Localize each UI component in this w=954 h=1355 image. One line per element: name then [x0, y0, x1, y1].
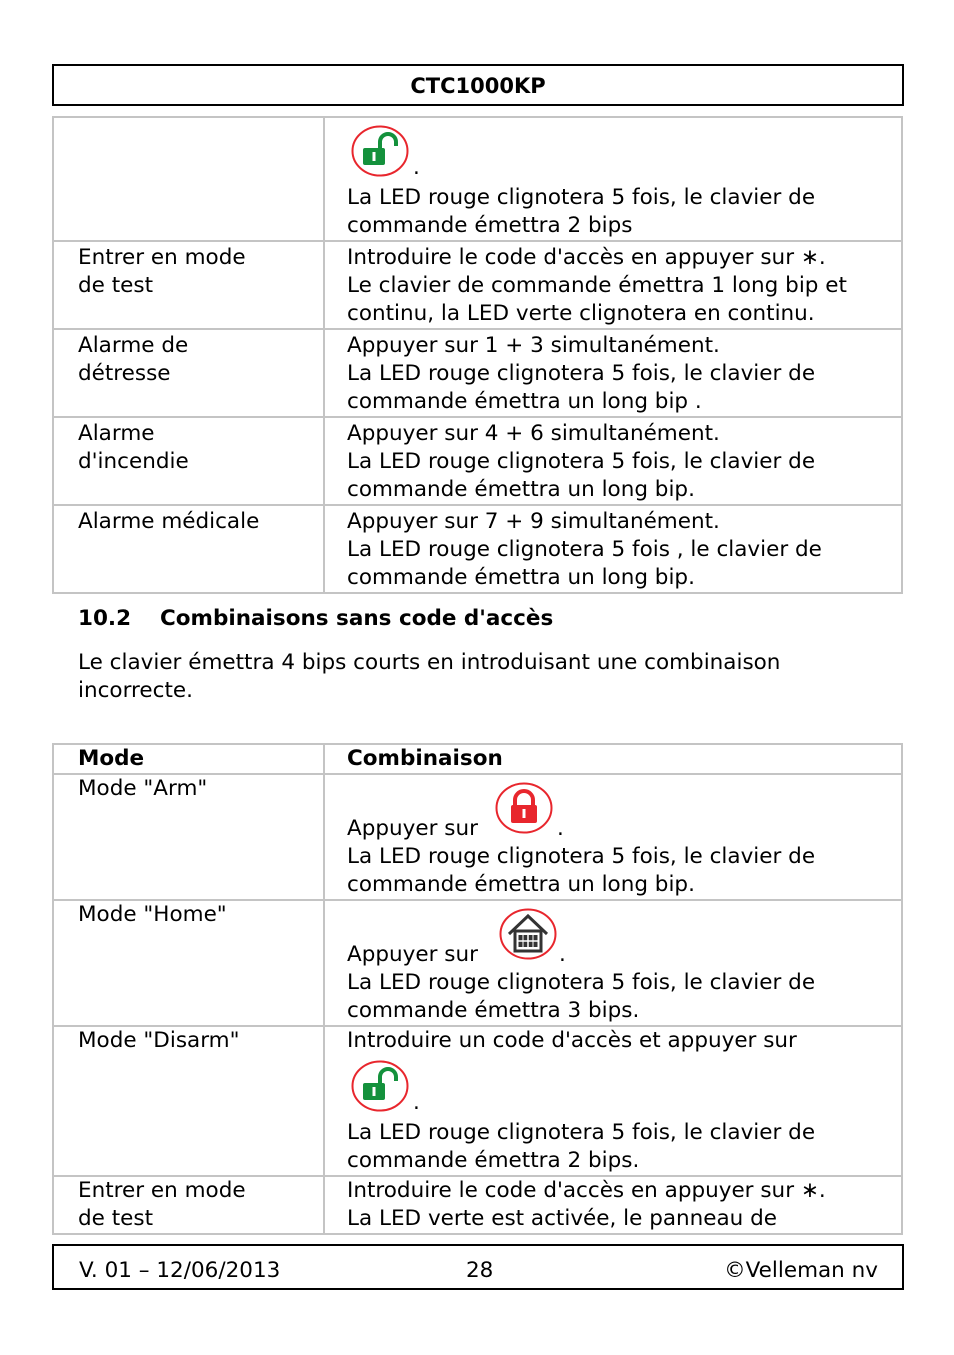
table-row — [53, 329, 902, 417]
row-description: Introduire le code d'accès en appuyer sur ∗. Le clavier de commande émettra 1 long bip et continu, la LED verte clignotera en continu. — [324, 241, 902, 329]
row-label: Mode "Home" — [53, 900, 324, 1026]
row-label: Alarme de détresse — [53, 329, 324, 417]
table-row — [53, 1026, 902, 1176]
table-row — [53, 417, 902, 505]
row-label: Mode "Arm" — [53, 774, 324, 900]
column-header-combination: Combinaison — [324, 744, 902, 774]
row-label: Mode "Disarm" — [53, 1026, 324, 1176]
table-row — [53, 505, 902, 593]
home-icon — [499, 907, 559, 963]
page-footer — [52, 1244, 904, 1290]
row-label: Alarme d'incendie — [53, 417, 324, 505]
table-row — [53, 774, 902, 900]
version-date: V. 01 – 12/06/2013 — [79, 1258, 281, 1283]
combination-table — [52, 743, 903, 1235]
table-row — [53, 1176, 902, 1234]
row-description: Appuyer sur 7 + 9 simultanément. La LED rouge clignotera 5 fois , le clavier de commande émettra un long bip. — [324, 505, 902, 593]
unlock-icon — [351, 1059, 411, 1115]
row-description: Appuyer sur 4 + 6 simultanément. La LED rouge clignotera 5 fois, le clavier de commande émettra un long bip. — [324, 417, 902, 505]
table-row — [53, 117, 902, 241]
intro-paragraph: Le clavier émettra 4 bips courts en introduisant une combinaison incorrecte. — [78, 650, 781, 703]
section-heading — [78, 606, 553, 631]
table-row — [53, 241, 902, 329]
section-number: 10.2 — [78, 606, 132, 631]
row-description: Appuyer sur 1 + 3 simultanément. La LED rouge clignotera 5 fois, le clavier de commande émettra un long bip . — [324, 329, 902, 417]
row-description: Appuyer sur . La LED rouge clignotera 5 fois, le clavier de commande émettra 3 bips. — [324, 900, 902, 1026]
row-description: . La LED rouge clignotera 5 fois, le clavier de commande émettra 2 bips — [324, 117, 902, 241]
copyright: ©Velleman nv — [724, 1258, 878, 1283]
lock-icon — [495, 781, 555, 837]
row-label: Alarme médicale — [53, 505, 324, 593]
page-header — [52, 64, 904, 106]
row-label: Entrer en mode de test — [53, 1176, 324, 1234]
product-code: CTC1000KP — [410, 74, 546, 98]
column-header-mode: Mode — [53, 744, 324, 774]
section-title: Combinaisons sans code d'accès — [160, 606, 554, 631]
row-description: Appuyer sur . La LED rouge clignotera 5 fois, le clavier de commande émettra un long bip. — [324, 774, 902, 900]
table-header-row — [53, 744, 902, 774]
row-label: Entrer en mode de test — [53, 241, 324, 329]
row-label — [53, 117, 324, 241]
row-description: Introduire un code d'accès et appuyer sur . La LED rouge clignotera 5 fois, le clavier de commande émettra 2 bips. — [324, 1026, 902, 1176]
unlock-icon — [351, 124, 411, 180]
description-line: commande émettra 2 bips — [347, 213, 633, 238]
description-line: La LED rouge clignotera 5 fois, le clavier de — [347, 185, 816, 210]
row-description: Introduire le code d'accès en appuyer sur ∗. La LED verte est activée, le panneau de — [324, 1176, 902, 1234]
table-row — [53, 900, 902, 1026]
key-function-table — [52, 116, 903, 594]
page-number: 28 — [466, 1258, 494, 1283]
